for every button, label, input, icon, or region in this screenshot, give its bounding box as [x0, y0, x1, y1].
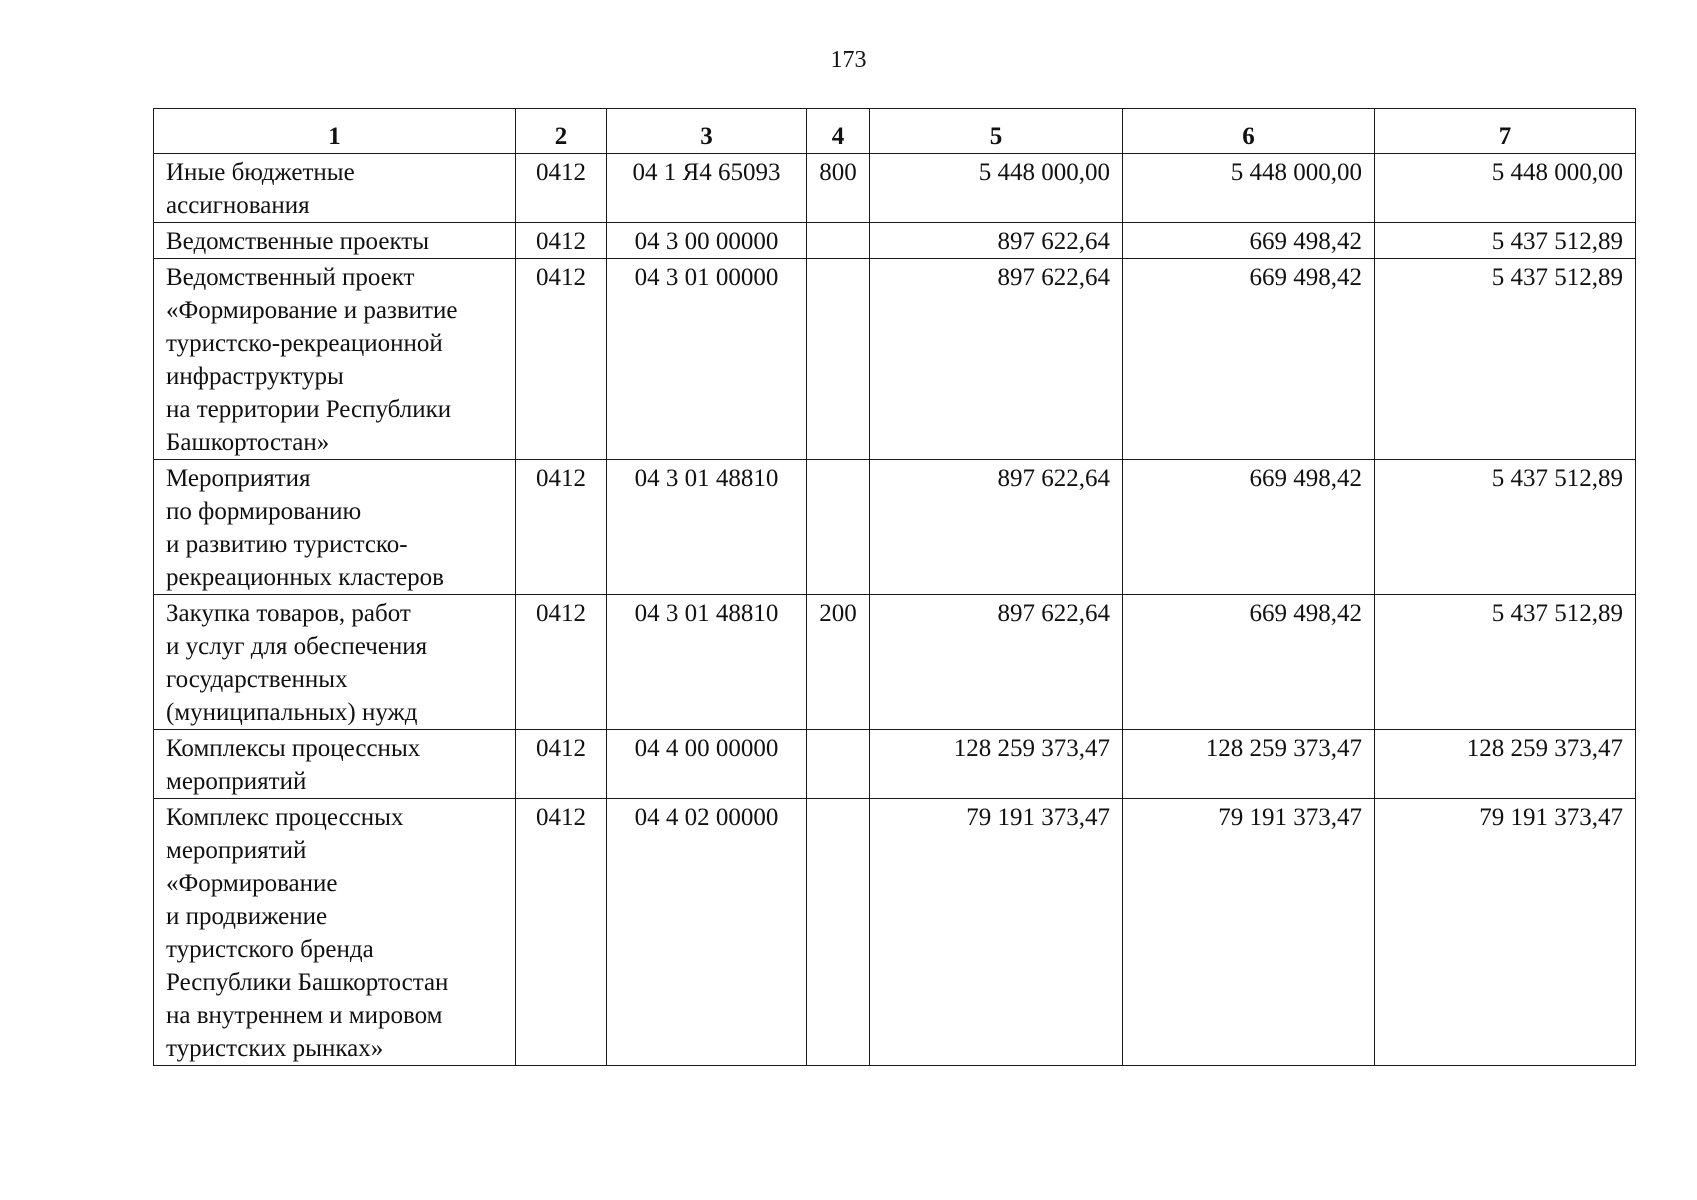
row-target-code: 04 3 01 48810 — [607, 460, 807, 595]
page-number: 173 — [830, 47, 867, 73]
row-amount-col7: 5 437 512,89 — [1375, 595, 1636, 730]
row-name: Ведомственный проект «Формирование и развитие туристско-рекреационной инфраструктуры на территории Республики Башкортостан» — [154, 259, 516, 460]
row-section-code: 0412 — [516, 223, 607, 259]
header-row — [154, 109, 1636, 154]
row-section-code: 0412 — [516, 595, 607, 730]
row-name: Иные бюджетные ассигнования — [154, 154, 516, 223]
row-amount-col5: 897 622,64 — [870, 259, 1123, 460]
row-amount-col7: 79 191 373,47 — [1375, 799, 1636, 1066]
row-amount-col6: 669 498,42 — [1123, 223, 1375, 259]
row-amount-col7: 5 437 512,89 — [1375, 223, 1636, 259]
table-row — [154, 154, 1636, 223]
row-name: Мероприятия по формированию и развитию туристско- рекреационных кластеров — [154, 460, 516, 595]
row-amount-col5: 79 191 373,47 — [870, 799, 1123, 1066]
budget-table — [153, 108, 1636, 1066]
row-amount-col7: 5 437 512,89 — [1375, 259, 1636, 460]
row-expense-type: 800 — [807, 154, 870, 223]
column-header-5: 5 — [870, 109, 1123, 154]
row-section-code: 0412 — [516, 259, 607, 460]
row-section-code: 0412 — [516, 730, 607, 799]
row-amount-col5: 5 448 000,00 — [870, 154, 1123, 223]
table-row — [154, 259, 1636, 460]
row-amount-col6: 128 259 373,47 — [1123, 730, 1375, 799]
column-header-3: 3 — [607, 109, 807, 154]
row-amount-col5: 897 622,64 — [870, 595, 1123, 730]
row-expense-type — [807, 460, 870, 595]
table-row — [154, 460, 1636, 595]
row-target-code: 04 3 01 00000 — [607, 259, 807, 460]
row-amount-col6: 5 448 000,00 — [1123, 154, 1375, 223]
column-header-2: 2 — [516, 109, 607, 154]
row-expense-type: 200 — [807, 595, 870, 730]
row-name: Закупка товаров, работ и услуг для обеспечения государственных (муниципальных) нужд — [154, 595, 516, 730]
table-row — [154, 595, 1636, 730]
column-header-4: 4 — [807, 109, 870, 154]
row-target-code: 04 1 Я4 65093 — [607, 154, 807, 223]
row-name: Комплекс процессных мероприятий «Формирование и продвижение туристского бренда Республики Башкортостан на внутреннем и мировом туристских рынках» — [154, 799, 516, 1066]
row-expense-type — [807, 259, 870, 460]
row-amount-col6: 669 498,42 — [1123, 460, 1375, 595]
column-header-7: 7 — [1375, 109, 1636, 154]
row-target-code: 04 4 02 00000 — [607, 799, 807, 1066]
row-section-code: 0412 — [516, 460, 607, 595]
row-amount-col6: 669 498,42 — [1123, 595, 1375, 730]
row-amount-col5: 897 622,64 — [870, 223, 1123, 259]
row-section-code: 0412 — [516, 799, 607, 1066]
row-name: Ведомственные проекты — [154, 223, 516, 259]
column-header-6: 6 — [1123, 109, 1375, 154]
row-amount-col7: 5 437 512,89 — [1375, 460, 1636, 595]
row-amount-col5: 897 622,64 — [870, 460, 1123, 595]
row-section-code: 0412 — [516, 154, 607, 223]
table-row — [154, 730, 1636, 799]
table-row — [154, 799, 1636, 1066]
row-expense-type — [807, 799, 870, 1066]
column-header-1: 1 — [154, 109, 516, 154]
row-target-code: 04 3 01 48810 — [607, 595, 807, 730]
row-target-code: 04 4 00 00000 — [607, 730, 807, 799]
table-row — [154, 223, 1636, 259]
row-target-code: 04 3 00 00000 — [607, 223, 807, 259]
row-amount-col5: 128 259 373,47 — [870, 730, 1123, 799]
row-expense-type — [807, 730, 870, 799]
row-amount-col7: 5 448 000,00 — [1375, 154, 1636, 223]
row-amount-col7: 128 259 373,47 — [1375, 730, 1636, 799]
row-expense-type — [807, 223, 870, 259]
row-amount-col6: 79 191 373,47 — [1123, 799, 1375, 1066]
row-name: Комплексы процессных мероприятий — [154, 730, 516, 799]
row-amount-col6: 669 498,42 — [1123, 259, 1375, 460]
